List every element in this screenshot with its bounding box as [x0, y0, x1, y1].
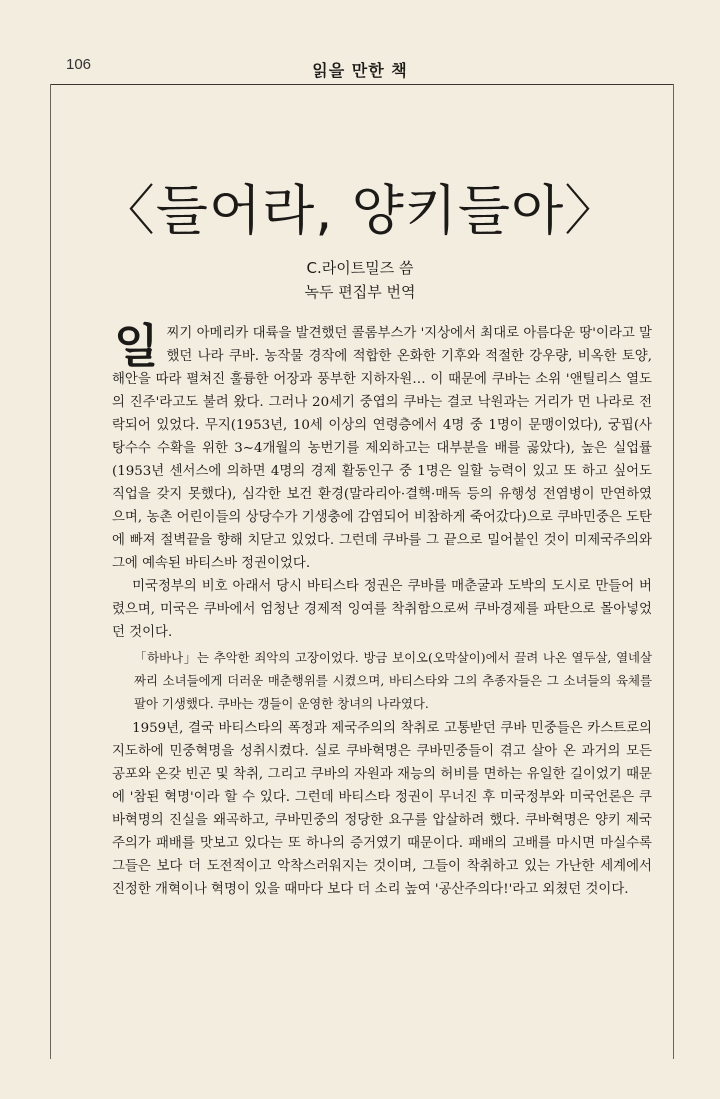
byline [0, 256, 720, 304]
paragraph-1 [112, 319, 652, 575]
quoted-note: 「하바나」는 추악한 죄악의 고장이었다. 방금 보이오(오막살이)에서 끌려 나온 열두살, 열네살짜리 소녀들에게 더러운 매춘행위를 시켰으며, 바티스타와 그의 추종자들은 그 소녀들의 육체를 팔아 기생했다. 쿠바는 갱들이 운영한 창녀의 나라였다. [134, 650, 652, 711]
paragraph-2: 미국정부의 비호 아래서 당시 바티스타 정권은 쿠바를 매춘굴과 도박의 도시로 만들어 버렸으며, 미국은 쿠바에서 엄청난 경제적 잉여를 착취함으로써 쿠바경제를 파탄으로 몰아넣었던 것이다. [112, 579, 652, 640]
drop-cap: 일 [114, 319, 159, 373]
translator-line: 녹두 편집부 번역 [304, 283, 416, 301]
article-title: 〈들어라, 양키들아〉 [100, 179, 620, 242]
page-number: 106 [66, 56, 92, 73]
running-head: 읽을 만한 책 [312, 61, 408, 80]
paragraph-3: 1959년, 결국 바티스타의 폭정과 제국주의의 착취로 고통받던 쿠바 민중들은 카스트로의 지도하에 민중혁명을 성취시켰다. 실로 쿠바혁명은 쿠바민중들이 겪고 살아 온 과거의 모든 공포와 온갖 빈곤 및 착취, 그리고 쿠바의 자원과 재능의 허비를 면하는 유일한 길이었기 때문에 '참된 혁명'이라 할 수 있다. 그런데 바티스타 정권이 무너진 후 미국정부와 미국언론은 쿠바혁명의 진실을 왜곡하고, 쿠바민중의 정당한 요구를 압살하려 했다. 쿠바혁명은 양키 제국주의가 패배를 맛보고 있다는 또 하나의 증거였기 때문이다. 패배의 고배를 마시면 마실수록 그들은 보다 더 도전적이고 악착스러워지는 것이며, 그들이 착취하고 있는 가난한 세계에서 진정한 개혁이나 혁명이 있을 때마다 보다 더 소리 높여 '공산주의다!'라고 외쳤던 것이다. [112, 721, 652, 897]
top-rule [50, 84, 674, 85]
paragraph-1-text: 찌기 아메리카 대륙을 발견했던 콜롬부스가 '지상에서 최대로 아름다운 땅'이라고 말했던 나라 쿠바. 농작물 경작에 적합한 온화한 기후와 적절한 강우량, 비옥한 토양, 해안을 따라 펼쳐진 훌륭한 어장과 풍부한 지하자원… 이 때문에 쿠바는 소위 '앤틸리스 열도의 진주'라고도 불려 왔다. 그러나 20세기 중엽의 쿠바는 결코 낙원과는 거리가 먼 나라로 전락되어 있었다. 무지(1953년, 10세 이상의 연령층에서 4명 중 1명이 문맹이었다), 궁핍(사탕수수 수확을 위한 3∼4개월의 농번기를 제외하고는 대부분을 배를 곯았다), 높은 실업률(1953년 센서스에 의하면 4명의 경제 활동인구 중 1명은 일할 능력이 있고 또 하고 싶어도 직업을 갖지 못했다), 심각한 보건 환경(말라리아·결핵·매독 등의 유행성 전염병이 만연하였으며, 농촌 어린이들의 상당수가 기생충에 감염되어 비참하게 죽어갔다)으로 쿠바민중은 도탄에 빠져 절벽끝을 향해 치닫고 있었다. 그런데 쿠바를 그 끝으로 밀어붙인 것이 미제국주의와 그에 예속된 바티스바 정권이었다. [112, 326, 652, 571]
article-body [112, 319, 652, 901]
author-line: C.라이트밀즈 씀 [306, 259, 414, 277]
